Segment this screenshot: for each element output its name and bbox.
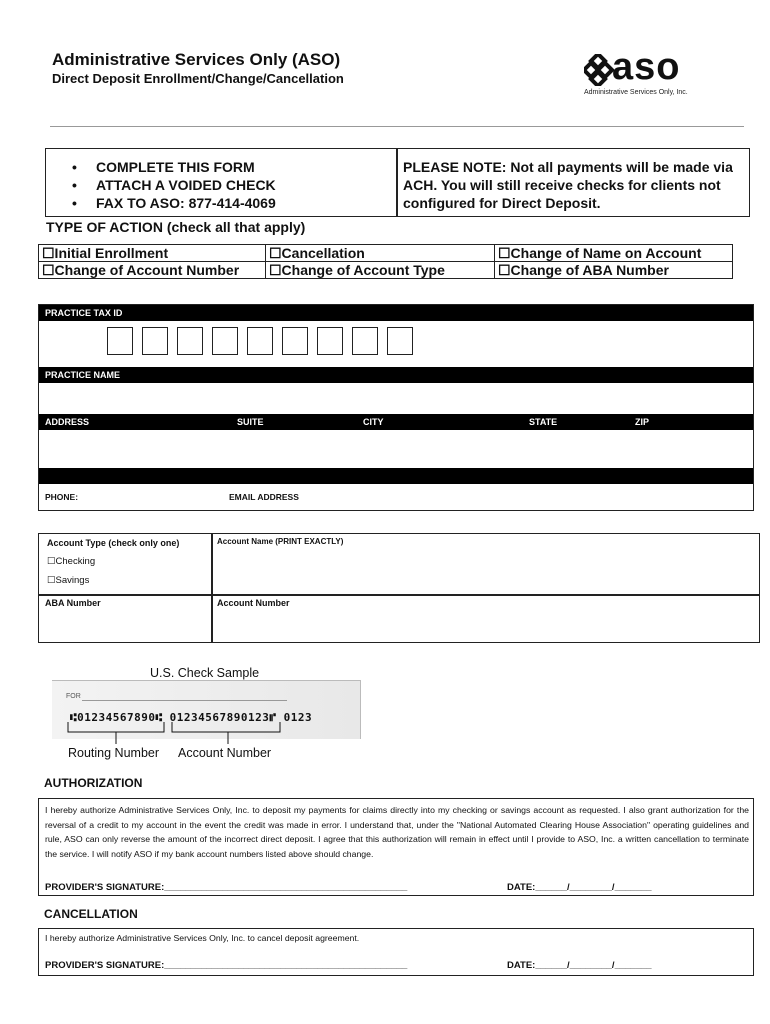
cancellation-title: CANCELLATION bbox=[44, 907, 138, 921]
tax-id-label: PRACTICE TAX ID bbox=[45, 308, 123, 318]
form-title: Administrative Services Only (ASO) bbox=[52, 50, 341, 69]
tax-id-digit-box[interactable] bbox=[317, 327, 343, 355]
practice-name-header bbox=[39, 367, 753, 383]
tax-id-digit-box[interactable] bbox=[247, 327, 273, 355]
type-of-action-title: TYPE OF ACTION (check all that apply) bbox=[46, 219, 306, 235]
instructions-box bbox=[45, 148, 750, 217]
checkbox-checking[interactable]: ☐Checking bbox=[47, 556, 96, 567]
checkbox-initial-enrollment[interactable]: ☐Initial Enrollment bbox=[39, 245, 266, 262]
state-label: STATE bbox=[529, 417, 558, 427]
tax-id-digit-box[interactable] bbox=[142, 327, 168, 355]
phone-bar bbox=[39, 468, 753, 484]
checkbox-savings[interactable]: ☐Savings bbox=[47, 575, 90, 586]
tax-id-boxes bbox=[107, 327, 413, 355]
authorization-box bbox=[38, 798, 754, 896]
routing-number-caption: Routing Number bbox=[68, 746, 160, 760]
email-label: EMAIL ADDRESS bbox=[229, 492, 299, 502]
checkbox-change-account-number[interactable]: ☐Change of Account Number bbox=[39, 262, 266, 279]
check-memo-line bbox=[82, 700, 287, 701]
tax-id-digit-box[interactable] bbox=[177, 327, 203, 355]
instruction-item: • FAX TO ASO: 877-414-4069 bbox=[72, 194, 276, 212]
address-label: ADDRESS bbox=[45, 417, 90, 427]
check-sample-title: U.S. Check Sample bbox=[150, 666, 260, 680]
tax-id-header bbox=[39, 305, 753, 321]
tax-id-digit-box[interactable] bbox=[107, 327, 133, 355]
checkbox-change-account-type[interactable]: ☐Change of Account Type bbox=[266, 262, 495, 279]
zip-label: ZIP bbox=[635, 417, 650, 427]
instruction-item: • COMPLETE THIS FORM bbox=[72, 158, 276, 176]
header-divider bbox=[50, 126, 744, 127]
tax-id-digit-box[interactable] bbox=[352, 327, 378, 355]
practice-name-label: PRACTICE NAME bbox=[45, 370, 121, 380]
account-name-label: Account Name (PRINT EXACTLY) bbox=[217, 537, 344, 546]
cancellation-box bbox=[38, 928, 754, 976]
instruction-item: • ATTACH A VOIDED CHECK bbox=[72, 176, 276, 194]
check-for-label: FOR bbox=[66, 693, 81, 700]
account-number-caption: Account Number bbox=[178, 746, 272, 760]
checkbox-change-name[interactable]: ☐Change of Name on Account bbox=[495, 245, 733, 262]
cancellation-text: I hereby authorize Administrative Services Only, Inc. to cancel deposit agreement. bbox=[45, 933, 360, 943]
cancellation-signature-line[interactable]: PROVIDER'S SIGNATURE:______________________________________________ bbox=[45, 960, 408, 971]
please-note: PLEASE NOTE: Not all payments will be made via ACH. You will still receive checks for clients not configured for Direct Deposit. bbox=[403, 159, 733, 211]
account-horizontal-divider bbox=[39, 594, 759, 596]
account-vertical-divider bbox=[211, 534, 213, 642]
logo-tagline: Administrative Services Only, Inc. bbox=[584, 89, 688, 96]
account-number-label: Account Number bbox=[217, 598, 290, 608]
aba-number-label: ABA Number bbox=[45, 598, 101, 608]
instruction-list bbox=[72, 158, 276, 212]
address-header bbox=[39, 414, 753, 430]
tax-id-digit-box[interactable] bbox=[282, 327, 308, 355]
aso-logo-icon bbox=[584, 54, 614, 86]
account-info-section bbox=[38, 533, 760, 643]
cancellation-date-line[interactable]: DATE:______/________/_______ bbox=[507, 960, 652, 971]
suite-label: SUITE bbox=[237, 417, 264, 427]
logo-wordmark: aso bbox=[612, 46, 681, 88]
phone-label: PHONE: bbox=[45, 492, 79, 502]
box-divider bbox=[396, 149, 398, 216]
form-subtitle: Direct Deposit Enrollment/Change/Cancellation bbox=[52, 71, 344, 86]
practice-info-section bbox=[38, 304, 754, 511]
authorization-text: I hereby authorize Administrative Services Only, Inc. to deposit my payments for claims directly into my checking or savings account as requested. I also grant authorization for the reversal of a credit to my account in the event the credit was made in error. I understand that, under the "National Automated Clearing House Association" operating guidelines and rule, ASO can only reverse the amount of the incorrect direct deposit. I agree that this authorization will remain in effect until I provide to ASO, Inc. a written cancellation to terminate the service. I will notify ASO if my bank account numbers listed above should change. bbox=[45, 805, 749, 859]
checkbox-change-aba-number[interactable]: ☐Change of ABA Number bbox=[495, 262, 733, 279]
check-micr-line: ⑆01234567890⑆ 01234567890123⑈ 0123 bbox=[70, 711, 313, 724]
type-of-action-table bbox=[38, 244, 733, 279]
checkbox-cancellation[interactable]: ☐Cancellation bbox=[266, 245, 495, 262]
authorization-title: AUTHORIZATION bbox=[44, 776, 143, 790]
tax-id-digit-box[interactable] bbox=[212, 327, 238, 355]
authorization-date-line[interactable]: DATE:______/________/_______ bbox=[507, 882, 652, 893]
tax-id-digit-box[interactable] bbox=[387, 327, 413, 355]
account-type-label: Account Type (check only one) bbox=[47, 538, 180, 548]
city-label: CITY bbox=[363, 417, 384, 427]
authorization-signature-line[interactable]: PROVIDER'S SIGNATURE:______________________________________________ bbox=[45, 882, 408, 893]
